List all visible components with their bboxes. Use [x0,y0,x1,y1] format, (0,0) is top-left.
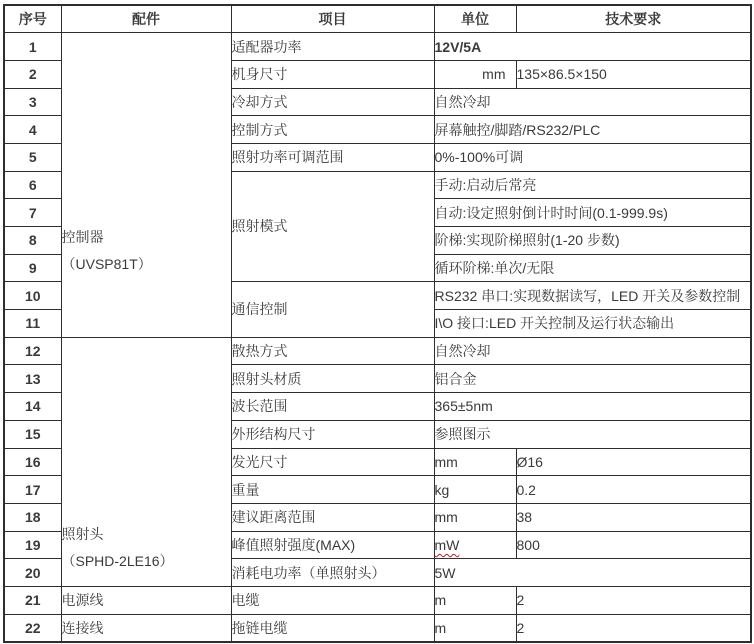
accessory-cell-connect-cable: 连接线 [61,614,231,642]
value-cell: RS232 串口:实现数据读写，LED 开关及参数控制 [434,282,751,310]
item-cell: 外形结构尺寸 [231,420,434,448]
value-cell: 2 [516,614,751,642]
col-header-accessory: 配件 [61,5,231,33]
table-row [4,586,751,614]
accessory-cell-power-cord: 电源线 [61,586,231,614]
unit-cell: m [434,614,516,642]
value-cell: 参照图示 [434,420,751,448]
value-cell: 铝合金 [434,365,751,393]
item-cell: 冷却方式 [231,88,434,116]
col-header-requirement: 技术要求 [516,5,751,33]
row-number-cell: 14 [4,393,61,421]
row-number-cell: 9 [4,254,61,282]
unit-cell: mm [434,60,516,88]
row-number-cell: 13 [4,365,61,393]
row-number-cell: 15 [4,420,61,448]
row-number-cell: 5 [4,143,61,171]
row-number-cell: 17 [4,476,61,504]
item-cell: 消耗电功率（单照射头） [231,559,434,587]
row-number-cell: 21 [4,586,61,614]
value-cell: 38 [516,503,751,531]
row-number-cell: 16 [4,448,61,476]
row-number-cell: 1 [4,33,61,61]
row-number-cell: 18 [4,503,61,531]
table-row [4,33,751,61]
value-cell: 0%-100%可调 [434,143,751,171]
row-number-cell: 12 [4,337,61,365]
row-number-cell: 3 [4,88,61,116]
accessory-name: 照射头 [61,526,104,543]
accessory-cell-head [61,337,231,586]
item-cell: 电缆 [231,586,434,614]
item-cell: 发光尺寸 [231,448,434,476]
row-number-cell: 11 [4,310,61,338]
row-number-cell: 2 [4,60,61,88]
row-number-cell: 6 [4,171,61,199]
header-row [4,5,751,33]
item-cell: 适配器功率 [231,33,434,61]
col-header-unit: 单位 [434,5,516,33]
accessory-cell-controller [61,33,231,338]
value-cell: 自然冷却 [434,337,751,365]
accessory-label [62,92,231,278]
unit-cell: m [434,586,516,614]
accessory-model: （SPHD-2LE16） [61,553,174,570]
unit-cell: kg [434,476,516,504]
accessory-name: 控制器 [61,228,104,245]
item-cell: 重量 [231,476,434,504]
item-cell: 拖链电缆 [231,614,434,642]
value-cell: 0.2 [516,476,751,504]
value-cell: 5W [434,559,751,587]
item-cell: 峰值照射强度(MAX) [231,531,434,559]
value-cell: 365±5nm [434,393,751,421]
value-cell: 阶梯:实现阶梯照射(1-20 步数) [434,227,751,255]
item-cell: 波长范围 [231,393,434,421]
item-cell-irradiation-mode: 照射模式 [231,171,434,282]
row-number-cell: 20 [4,559,61,587]
item-cell: 散热方式 [231,337,434,365]
row-number-cell: 8 [4,227,61,255]
value-cell: Ø16 [516,448,751,476]
item-cell: 建议距离范围 [231,503,434,531]
item-cell: 控制方式 [231,116,434,144]
value-cell: 12V/5A [434,33,751,61]
spec-table [3,4,752,643]
table-row [4,337,751,365]
row-number-cell: 4 [4,116,61,144]
value-cell: 自动:设定照射倒计时时间(0.1-999.9s) [434,199,751,227]
row-number-cell: 7 [4,199,61,227]
row-number-cell: 10 [4,282,61,310]
value-cell: 2 [516,586,751,614]
item-cell-comm-control: 通信控制 [231,282,434,337]
value-cell: 800 [516,531,751,559]
table-row [4,614,751,642]
item-cell: 机身尺寸 [231,60,434,88]
unit-cell: mm [434,503,516,531]
unit-cell: mm [434,448,516,476]
unit-text-with-spellcheck-underline: mW [434,536,460,553]
accessory-model: （UVSP81T） [61,255,152,272]
value-cell: 屏幕触控/脚踏/RS232/PLC [434,116,751,144]
value-cell: 循环阶梯:单次/无限 [434,254,751,282]
col-header-no: 序号 [4,5,61,33]
row-number-cell: 19 [4,531,61,559]
item-cell: 照射头材质 [231,365,434,393]
value-cell: 自然冷却 [434,88,751,116]
value-cell: I\O 接口:LED 开关控制及运行状态输出 [434,310,751,338]
row-number-cell: 22 [4,614,61,642]
unit-cell-spellchecked [434,531,516,559]
value-cell: 135×86.5×150 [516,60,751,88]
col-header-item: 项目 [231,5,434,33]
value-cell: 手动:启动后常亮 [434,171,751,199]
item-cell: 照射功率可调范围 [231,143,434,171]
accessory-label [62,348,231,575]
